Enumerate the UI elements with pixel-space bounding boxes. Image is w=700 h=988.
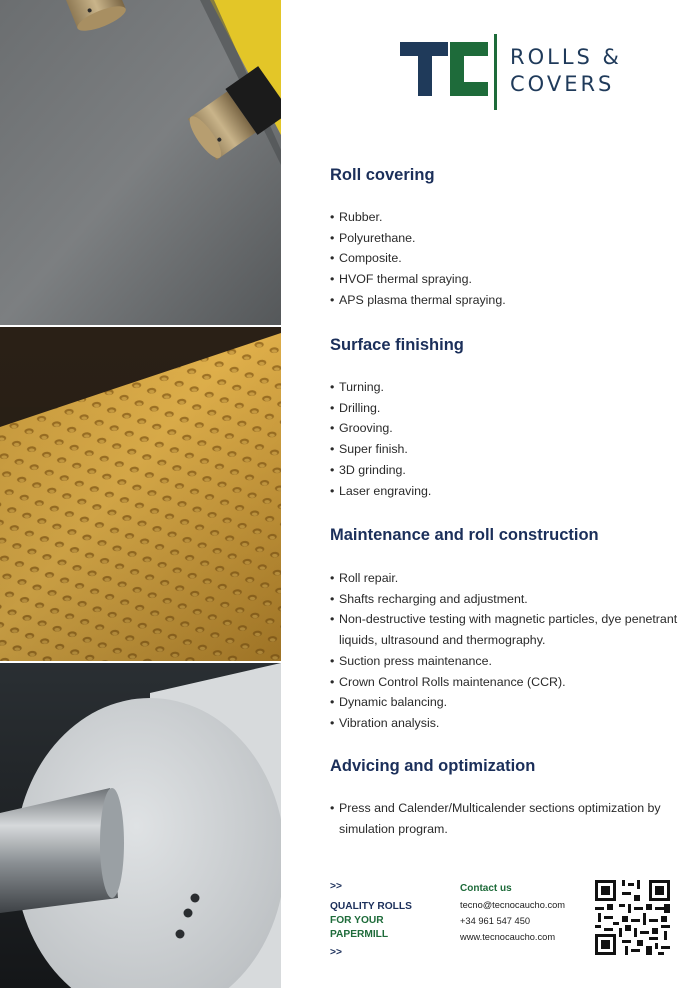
section-title: Advicing and optimization (330, 757, 536, 775)
list-item: • Rubber. (330, 210, 383, 224)
photo-perforated-roll-surface (0, 327, 281, 661)
list-item: • Crown Control Rolls maintenance (CCR). (330, 674, 566, 689)
contact-website[interactable]: www.tecnocaucho.com (460, 932, 556, 942)
list-item: • HVOF thermal spraying. (330, 272, 472, 287)
qr-code[interactable] (595, 880, 670, 955)
arrow-marker: >> (330, 881, 342, 892)
section-list (330, 207, 680, 311)
section-title: Surface finishing (330, 336, 464, 354)
section-surface-finishing (330, 335, 680, 498)
tagline-line: QUALITY ROLLS (330, 901, 412, 912)
section-roll-covering (330, 165, 680, 307)
contact-email[interactable]: tecno@tecnocaucho.com (460, 900, 566, 910)
list-item: • Turning. (330, 380, 384, 394)
list-item: • 3D grinding. (330, 462, 406, 477)
logo-line-1: ROLLS & (510, 45, 622, 69)
list-item: • Shafts recharging and adjustment. (330, 591, 528, 606)
section-advicing (330, 756, 680, 836)
tagline (330, 880, 440, 960)
section-list (330, 568, 680, 734)
photo-large-grey-roll (0, 663, 281, 988)
list-item: • Super finish. (330, 442, 408, 457)
list-item: • Grooving. (330, 421, 393, 436)
footer (330, 880, 675, 980)
section-maintenance (330, 525, 680, 730)
list-item: • Laser engraving. (330, 483, 432, 498)
section-list (330, 798, 680, 839)
section-title: Maintenance and roll construction (330, 526, 599, 544)
list-item: • Vibration analysis. (330, 715, 440, 730)
list-item: • APS plasma thermal spraying. (330, 292, 506, 307)
list-item: • Suction press maintenance. (330, 653, 492, 668)
logo-line-2: COVERS (510, 72, 615, 96)
list-item: • Press and Calender/Multicalender sections optimization by simulation program. (330, 801, 661, 836)
section-title: Roll covering (330, 166, 435, 184)
contact-title: Contact us (460, 883, 512, 894)
contact-block (460, 881, 590, 945)
list-item: • Non-destructive testing with magnetic particles, dye penetrant liquids, ultrasound and thermography. (330, 612, 678, 648)
list-item: • Composite. (330, 251, 402, 266)
arrow-marker: >> (330, 947, 342, 958)
tc-logo-mark (400, 34, 500, 110)
contact-phone[interactable]: +34 961 547 450 (460, 916, 531, 926)
list-item: • Dynamic balancing. (330, 695, 448, 710)
list-item: • Polyurethane. (330, 230, 416, 245)
tagline-line: PAPERMILL (330, 929, 389, 940)
list-item: • Drilling. (330, 400, 381, 415)
list-item: • Roll repair. (330, 571, 399, 585)
logo-wordmark (510, 44, 622, 98)
tc-rolls-covers-logo (400, 34, 622, 110)
section-list (330, 377, 680, 501)
photo-roll-with-bearings (0, 0, 281, 325)
tagline-line: FOR YOUR (330, 915, 384, 926)
